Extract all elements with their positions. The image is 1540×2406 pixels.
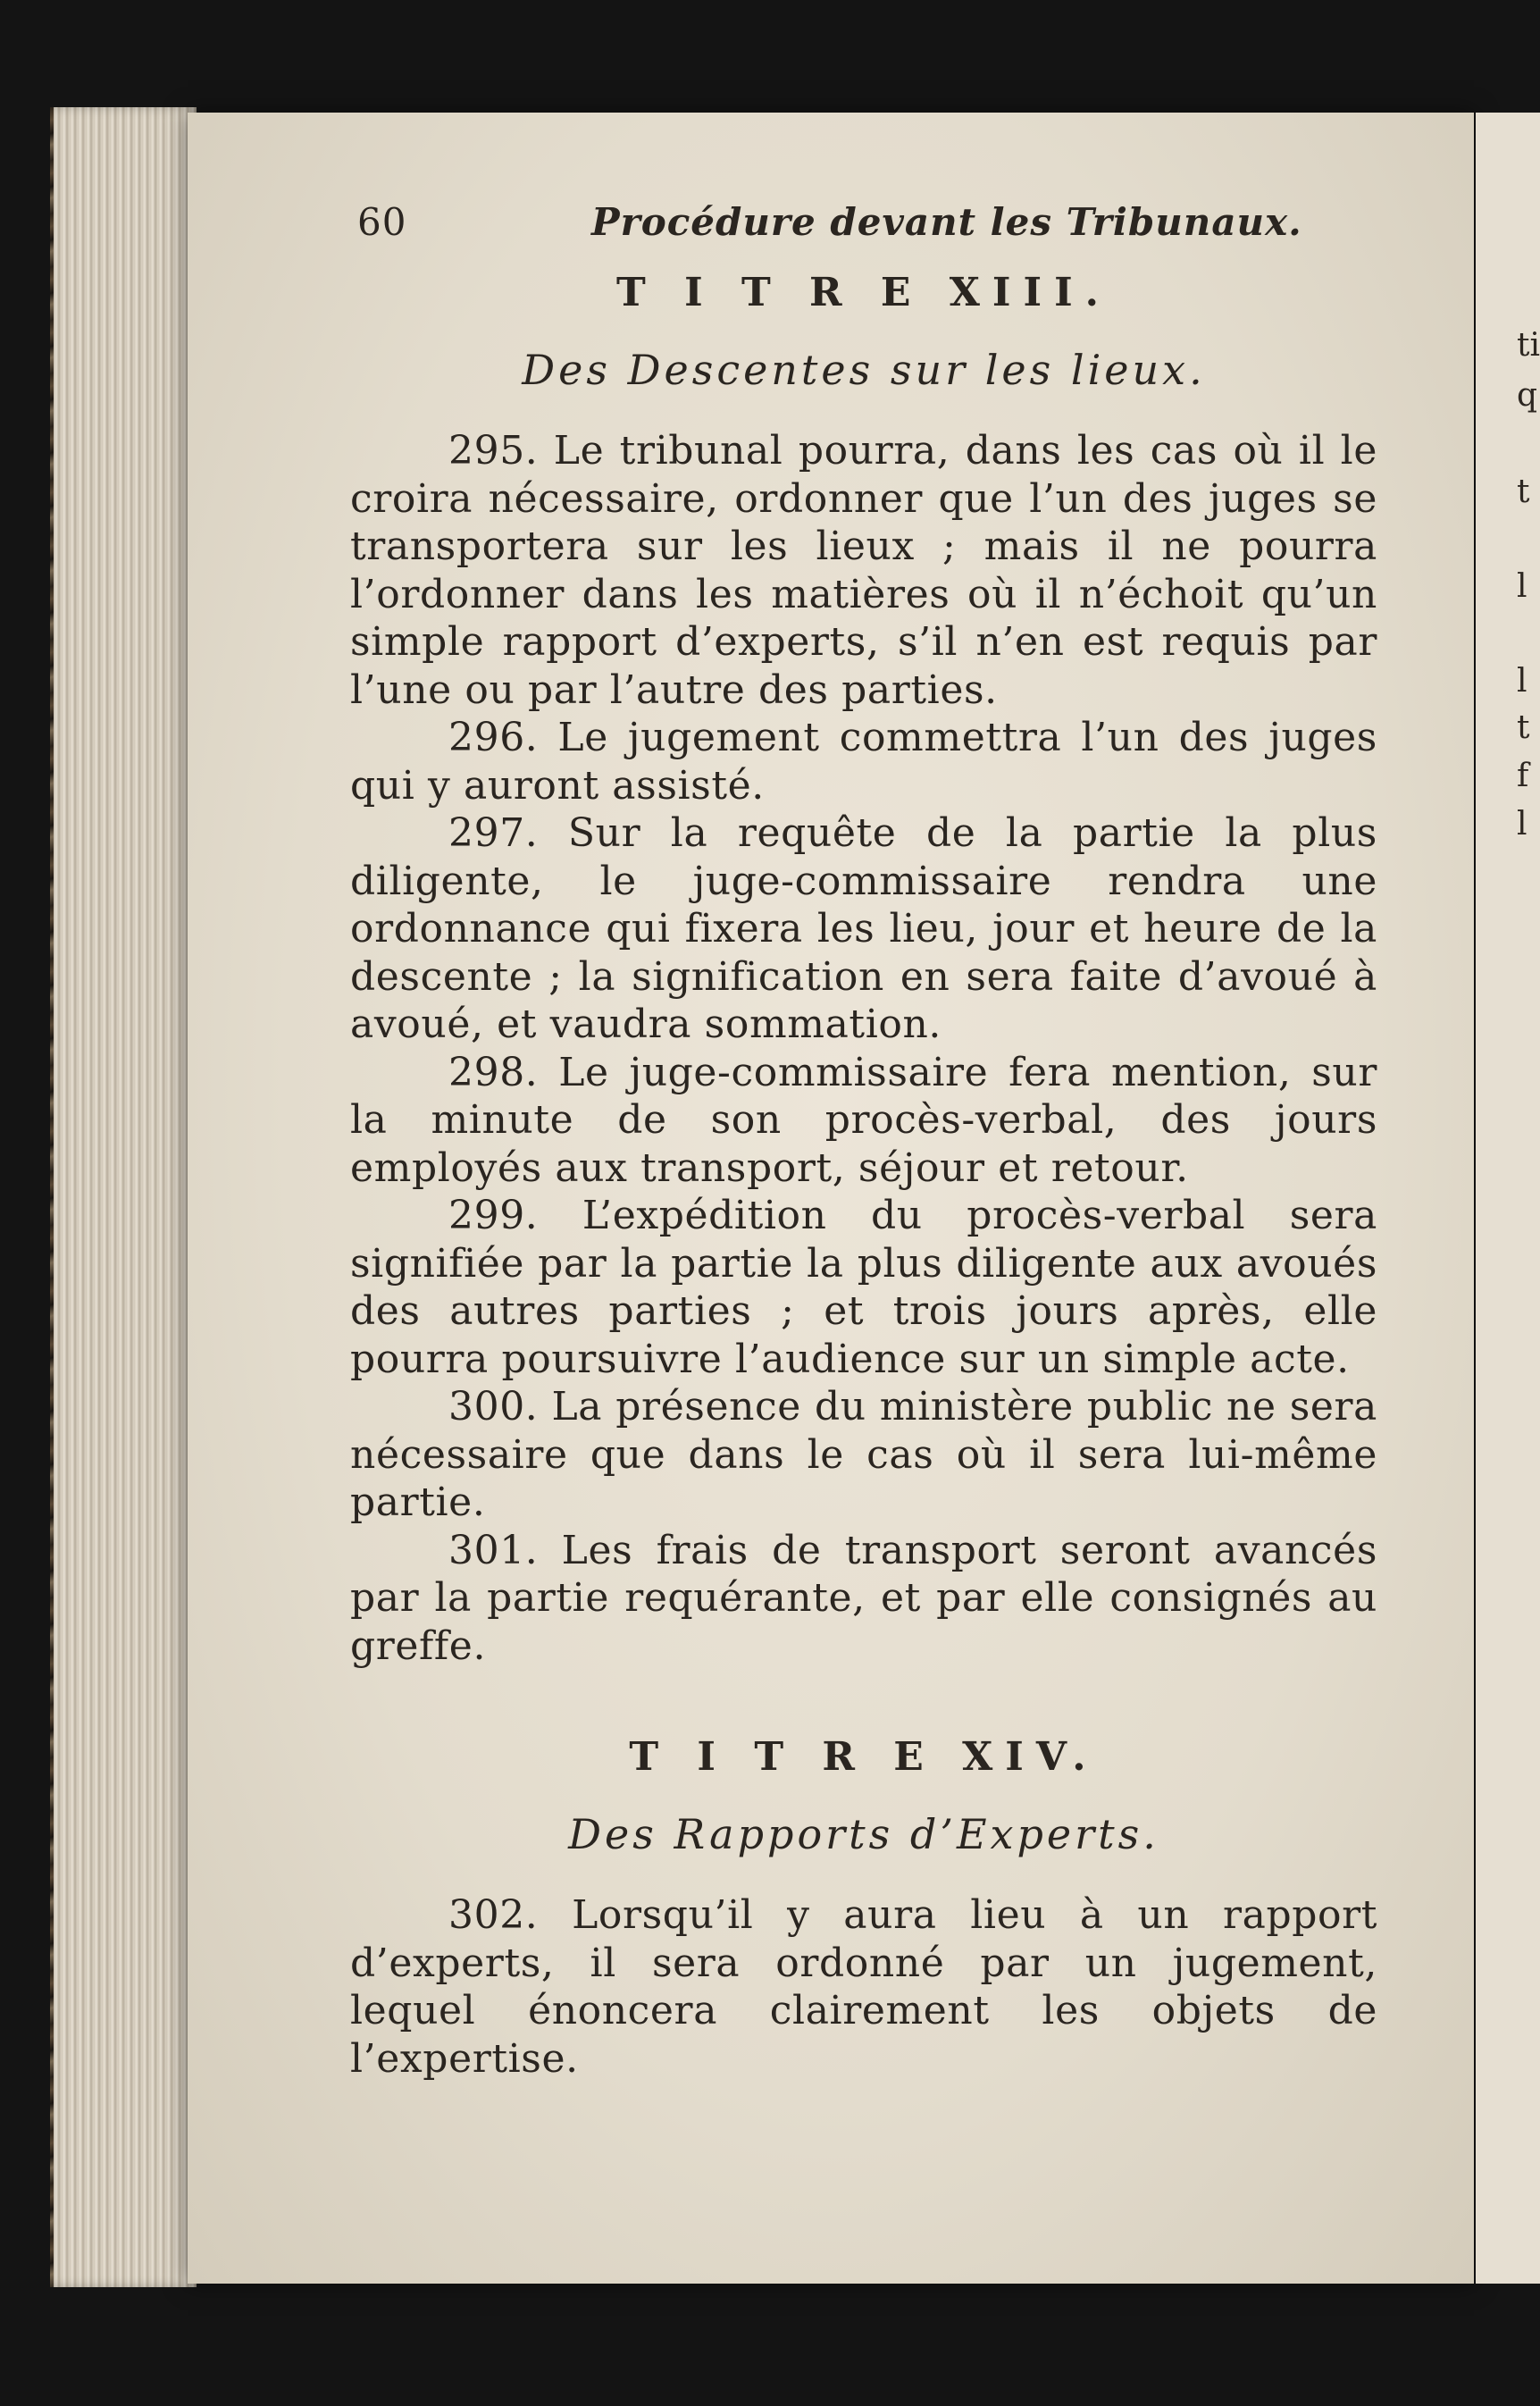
article: 298. Le juge-commissaire fera mention, sur la minute de son procès-verbal, des jours employés aux transport, séjour et retour. [350, 1049, 1377, 1191]
article: 295. Le tribunal pourra, dans les cas où il le croira nécessaire, ordonner que l’un des juges se transportera sur les lieux ; mais il ne pourra l’ordonner dans les matières où il n’échoit qu’un simple rapport d’experts, s’il n’en est requis par l’une ou par l’autre des parties. [350, 428, 1377, 713]
running-title: Procédure devant les Tribunaux. [591, 200, 1302, 244]
article: 302. Lorsqu’il y aura lieu à un rapport d’experts, il sera ordonné par un jugement, lequel énoncera clairement les objets de l’expertise. [350, 1892, 1377, 2082]
facing-page-fragment: ti [1517, 327, 1540, 364]
running-head [350, 188, 1377, 245]
article: 301. Les frais de transport seront avancés par la partie requérante, et par elle consignés au greffe. [350, 1527, 1377, 1669]
article: 297. Sur la requête de la partie la plus diligente, le juge-commissaire rendra une ordonnance qui fixera les lieu, jour et heure de la descente ; la signification en sera faite d’avoué à avoué, et vaudra sommation. [350, 810, 1377, 1047]
facing-page [1476, 113, 1540, 2284]
article: 299. L’expédition du procès-verbal sera signifiée par la partie la plus diligente aux avoués des autres parties ; et trois jours après, elle pourra poursuivre l’audience sur un simple acte. [350, 1193, 1377, 1382]
facing-page-fragment: t [1517, 709, 1530, 746]
facing-page-fragment: l [1517, 663, 1527, 700]
article: 300. La présence du ministère public ne sera nécessaire que dans le cas où il sera lui-même partie. [350, 1384, 1377, 1525]
book-page-edges [54, 107, 197, 2287]
facing-page-fragment: f [1517, 758, 1529, 794]
facing-page-fragment: l [1517, 568, 1527, 605]
section-subtitle: Des Descentes sur les lieux. [522, 346, 1206, 394]
section-title: T I T R E XIV. [629, 1734, 1099, 1780]
facing-page-fragment: t [1517, 474, 1530, 510]
section-subtitle: Des Rapports d’Experts. [568, 1810, 1159, 1858]
facing-page-fragment: q [1517, 377, 1538, 414]
article: 296. Le jugement commettra l’un des juges qui y auront assisté. [350, 715, 1377, 809]
section-title: T I T R E XIII. [616, 270, 1111, 315]
page-text [350, 188, 1377, 2083]
facing-page-fragment: l [1517, 806, 1527, 843]
page-number: 60 [357, 200, 407, 244]
